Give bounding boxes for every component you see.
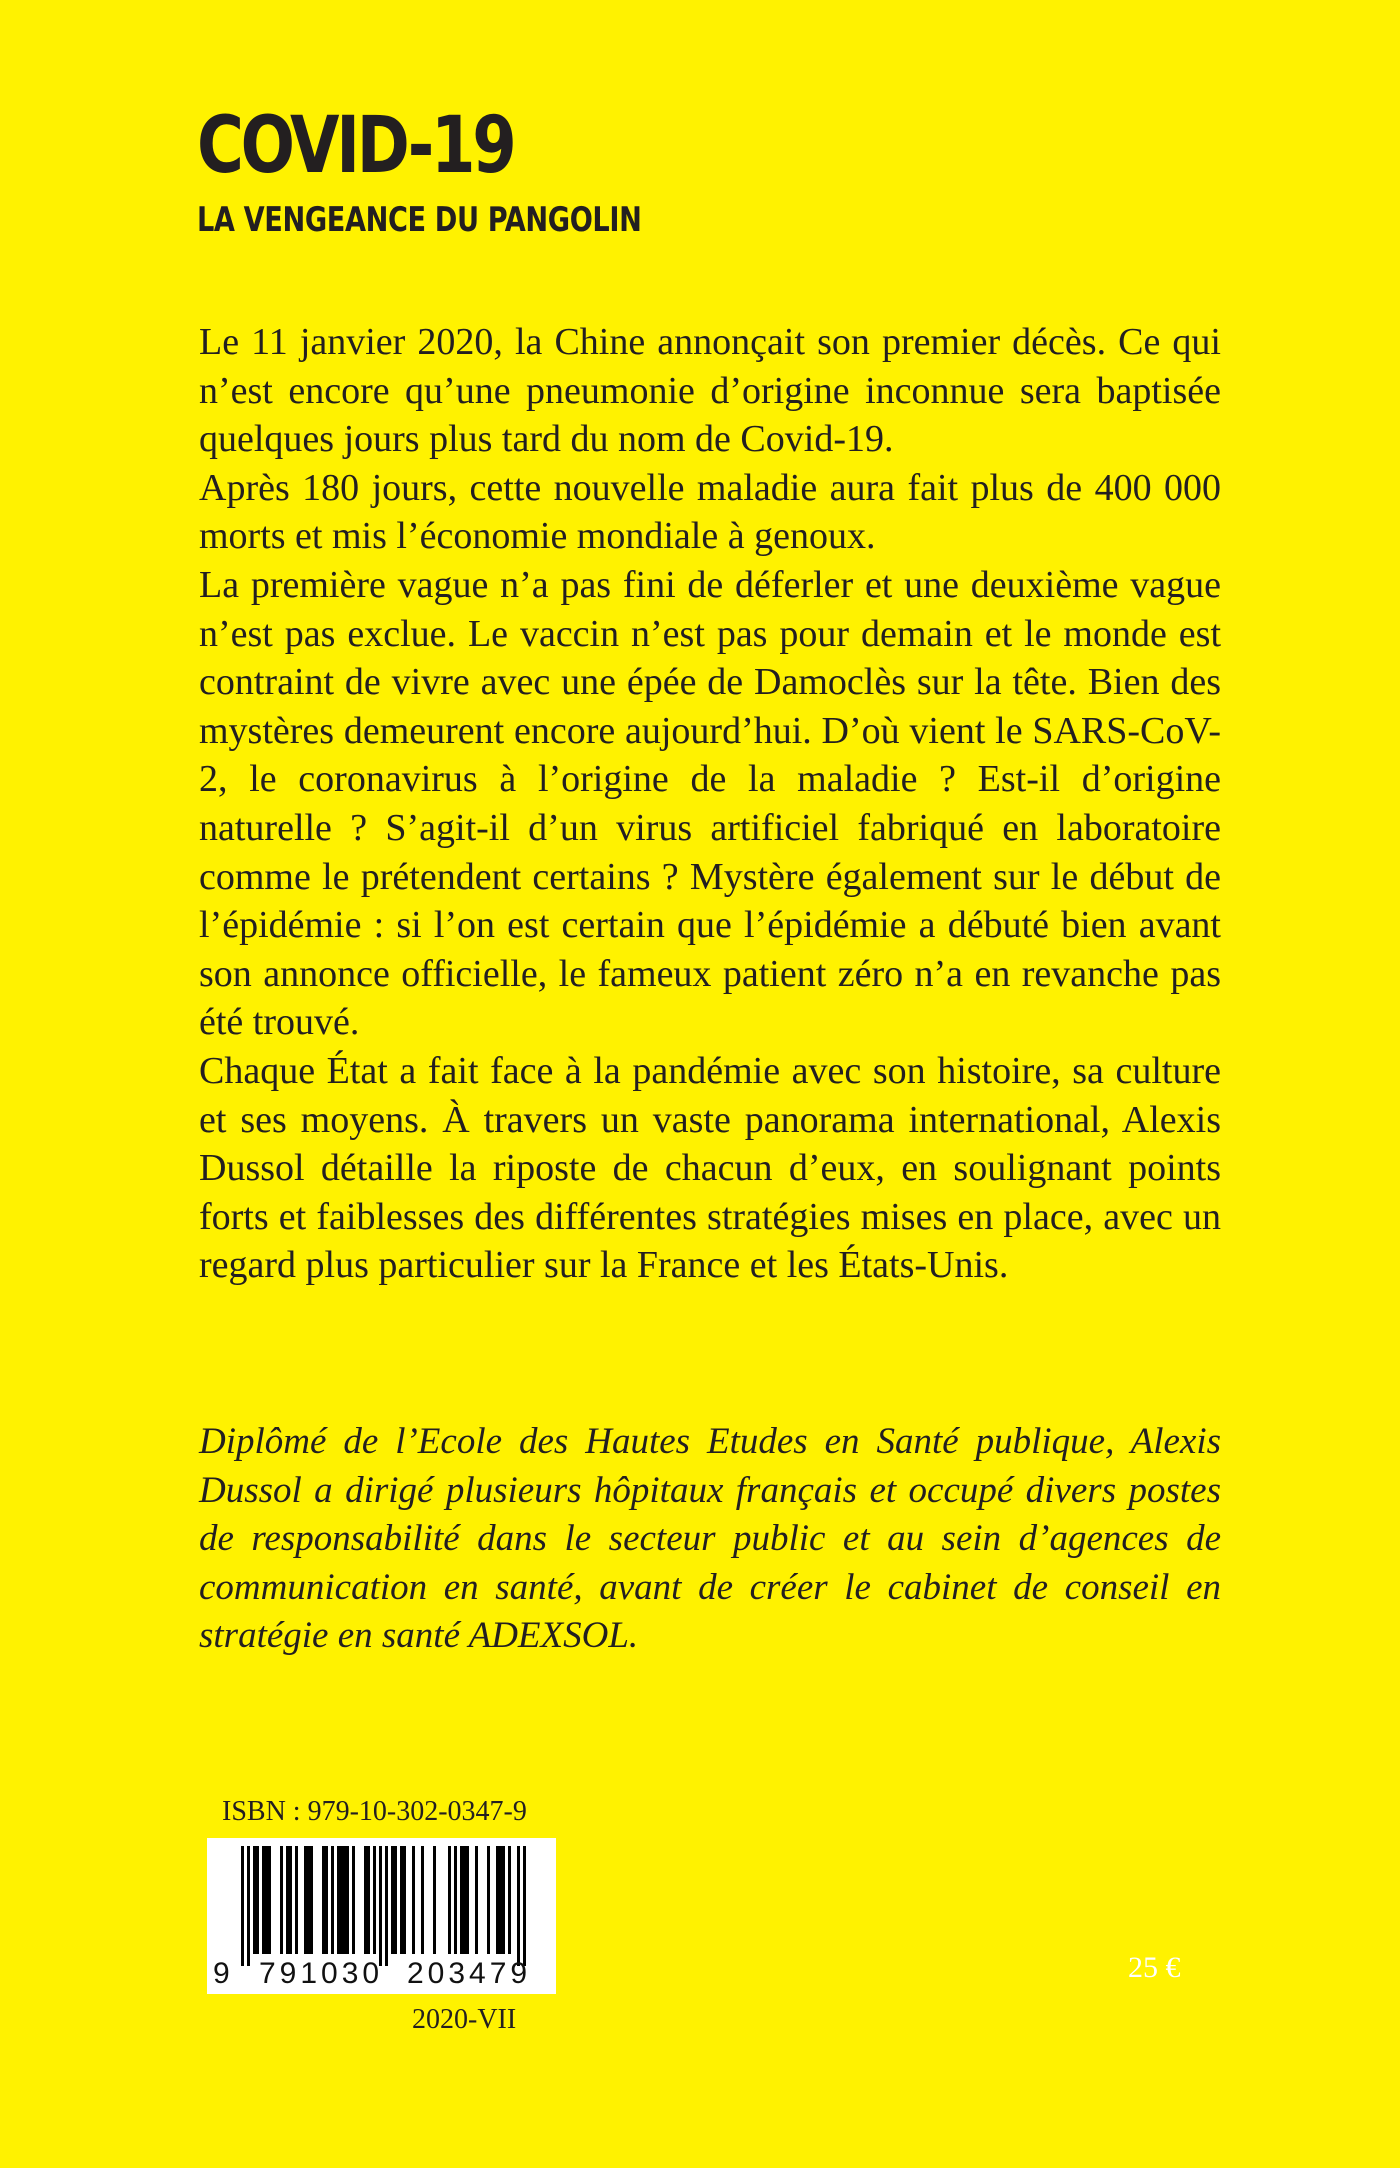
barcode-digits-right: 203479 (407, 1957, 532, 1990)
barcode-bar (379, 1846, 382, 1966)
barcode-bar (487, 1846, 490, 1954)
barcode-bar (322, 1846, 328, 1954)
author-bio: Diplômé de l’Ecole des Hautes Etudes en Santé publique, Alexis Dussol a dirigé plusieurs hôpitaux français et occupé divers postes de responsabilité dans le secteur public et au sein d’agences de communication en santé, avant de créer le cabinet de conseil en stratégie en santé ADEXSOL. (199, 1421, 1221, 1657)
barcode-bar (523, 1846, 526, 1966)
summary-paragraph: La première vague n’a pas fini de déferler et une deuxième vague n’est pas exclue. Le vaccin n’est pas pour demain et le monde est contraint de vivre avec une épée de Damoclès sur la tête. Bien des mystères demeurent encore aujourd’hui. D’où vient le SARS-CoV-2, le coronavirus à l’origine de la maladie ? Est-il d’origine naturelle ? S’agit-il d’un virus artificiel fabriqué en laboratoire comme le prétendent certains ? Mystère également sur le début de l’épidémie : si l’on est certain que l’épidémie a débuté bien avant son annonce officielle, le fameux patient zéro n’a en revanche pas été trouvé. (199, 563, 1221, 1044)
edition-code: 2020-VII (412, 2004, 517, 2035)
book-subtitle: LA VENGEANCE DU PANGOLIN (197, 200, 642, 240)
summary-paragraph: Chaque État a fait face à la pandémie avec son histoire, sa culture et ses moyens. À travers un vaste panorama international, Alexis Dussol détaille la riposte de chacun d’eux, en soulignant points forts et faiblesses des différentes stratégies mises en place, avec un regard plus particulier sur la France et les États-Unis. (199, 1049, 1221, 1287)
barcode-digit-lead: 9 (213, 1957, 230, 1990)
barcode-bar (337, 1846, 349, 1954)
barcode-digits-left: 791030 (259, 1957, 384, 1990)
summary-paragraph: Le 11 janvier 2020, la Chine annonçait son premier décès. Ce qui n’est encore qu’une pneumonie d’origine inconnue sera baptisée quelques jours plus tard du nom de Covid-19. (199, 321, 1221, 461)
barcode-bar (421, 1846, 424, 1954)
summary-text (199, 318, 1221, 1290)
barcode-bar (385, 1846, 388, 1966)
barcode-bar (454, 1846, 457, 1954)
barcode-bar (241, 1846, 244, 1966)
isbn-label: ISBN : 979-10-302-0347-9 (222, 1796, 527, 1827)
barcode-bar (433, 1846, 436, 1954)
barcode-bar (295, 1846, 298, 1954)
barcode-bar (448, 1846, 451, 1954)
barcode-bar (253, 1846, 259, 1954)
barcode-bar (412, 1846, 415, 1954)
barcode-bar (517, 1846, 520, 1966)
barcode-bar (496, 1846, 505, 1954)
barcode-bar (373, 1846, 376, 1954)
barcode (207, 1838, 556, 1994)
barcode-bar (262, 1846, 271, 1954)
barcode-bar (391, 1846, 397, 1954)
barcode-bar (475, 1846, 478, 1954)
barcode-bar (400, 1846, 406, 1954)
barcode-bar (331, 1846, 334, 1954)
barcode-bar (280, 1846, 283, 1954)
barcode-bar (352, 1846, 355, 1954)
barcode-bar (286, 1846, 292, 1954)
barcode-bar (364, 1846, 370, 1954)
barcode-digits (207, 1956, 556, 1992)
price: 25 € (1128, 1951, 1181, 1984)
summary-paragraph: Après 180 jours, cette nouvelle maladie aura fait plus de 400 000 morts et mis l’économie mondiale à genoux. (199, 466, 1221, 558)
barcode-bar (304, 1846, 313, 1954)
barcode-bar (508, 1846, 511, 1954)
book-title: COVID-19 (197, 101, 514, 191)
barcode-bar (460, 1846, 469, 1954)
barcode-bar (247, 1846, 250, 1966)
